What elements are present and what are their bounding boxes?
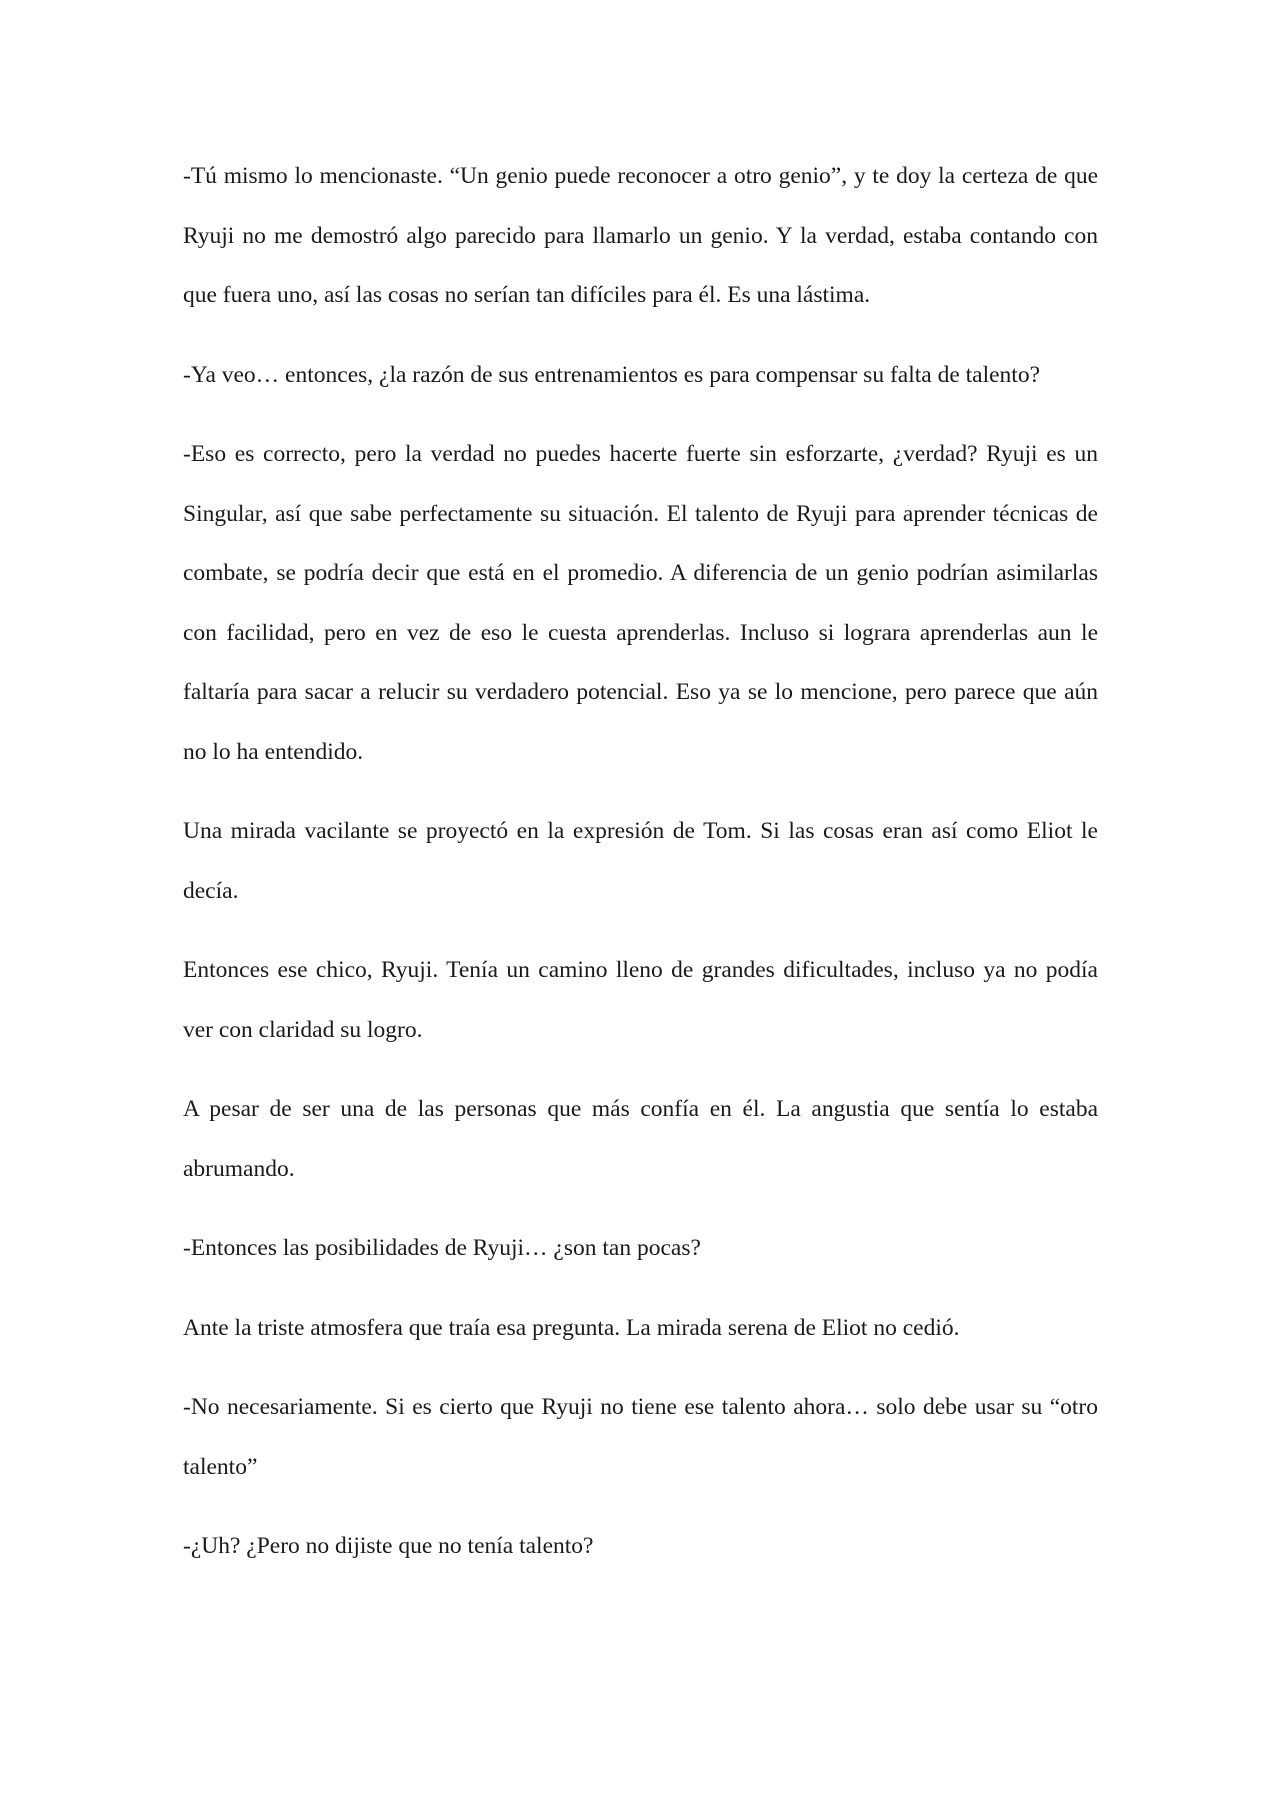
paragraph: Ante la triste atmosfera que traía esa pregunta. La mirada serena de Eliot no cedió. — [183, 1314, 960, 1341]
paragraph: Entonces ese chico, Ryuji. Tenía un camino lleno de grandes dificultades, incluso ya no podía ver con claridad su logro. — [183, 957, 1098, 1043]
paragraph: -No necesariamente. Si es cierto que Ryuji no tiene ese talento ahora… solo debe usar su “otro talento” — [183, 1394, 1098, 1480]
paragraph: -Tú mismo lo mencionaste. “Un genio puede reconocer a otro genio”, y te doy la certeza de que Ryuji no me demostró algo parecido para llamarlo un genio. Y la verdad, estaba contando con que fuera uno, así las cosas no serían tan difíciles para él. Es una lástima. — [183, 163, 1098, 308]
paragraph: Una mirada vacilante se proyectó en la expresión de Tom. Si las cosas eran así como Eliot le decía. — [183, 818, 1098, 904]
document-body — [183, 147, 1098, 1597]
paragraph: -¿Uh? ¿Pero no dijiste que no tenía talento? — [183, 1533, 594, 1559]
paragraph: A pesar de ser una de las personas que más confía en él. La angustia que sentía lo estaba abrumando. — [183, 1096, 1098, 1182]
paragraph: -Eso es correcto, pero la verdad no puedes hacerte fuerte sin esforzarte, ¿verdad? Ryuji es un Singular, así que sabe perfectamente su situación. El talento de Ryuji para aprender técnicas de combate, se podría decir que está en el promedio. A diferencia de un genio podrían asimilarlas con facilidad, pero en vez de eso le cuesta aprenderlas. Incluso si lograra aprenderlas aun le faltaría para sacar a relucir su verdadero potencial. Eso ya se lo mencione, pero parece que aún no lo ha entendido. — [183, 441, 1098, 765]
paragraph: -Entonces las posibilidades de Ryuji… ¿son tan pocas? — [183, 1235, 701, 1261]
paragraph: -Ya veo… entonces, ¿la razón de sus entrenamientos es para compensar su falta de talento? — [183, 361, 1041, 388]
